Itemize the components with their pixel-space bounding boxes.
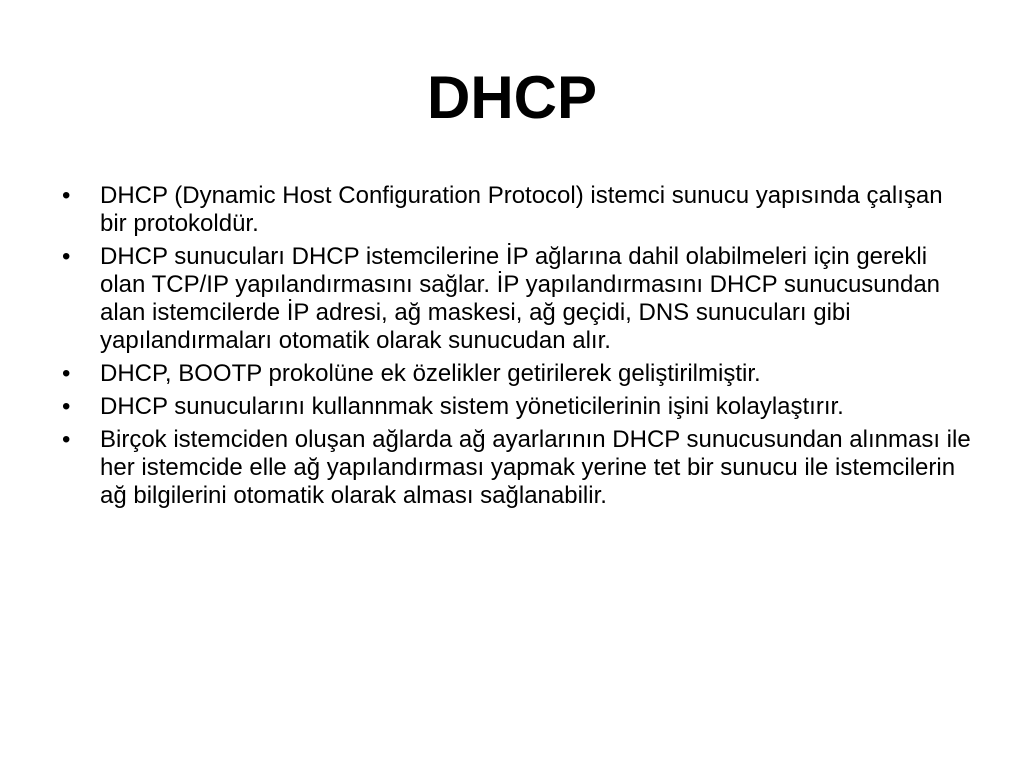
- bullet-list: [62, 182, 972, 515]
- bullet-item: [62, 360, 972, 388]
- bullet-dot: •: [62, 426, 71, 453]
- bullet-text: DHCP, BOOTP prokolüne ek özelikler getirilerek geliştirilmiştir.: [100, 360, 761, 387]
- bullet-item: [62, 393, 972, 421]
- bullet-item: [62, 182, 972, 238]
- bullet-text: DHCP (Dynamic Host Configuration Protocol) istemci sunucu yapısında çalışan bir protokoldür.: [100, 182, 943, 237]
- bullet-item: [62, 243, 972, 355]
- bullet-text: DHCP sunucuları DHCP istemcilerine İP ağlarına dahil olabilmeleri için gerekli olan TCP/IP yapılandırmasını sağlar. İP yapılandırmasını DHCP sunucusundan alan istemcilerde İP adresi, ağ maskesi, ağ geçidi, DNS sunucuları gibi yapılandırmaları otomatik olarak sunucudan alır.: [100, 243, 941, 354]
- bullet-dot: •: [62, 360, 71, 387]
- bullet-dot: •: [62, 243, 71, 270]
- bullet-text: DHCP sunucularını kullannmak sistem yöneticilerinin işini kolaylaştırır.: [100, 393, 844, 420]
- bullet-dot: •: [62, 182, 71, 209]
- bullet-text: Birçok istemciden oluşan ağlarda ağ ayarlarının DHCP sunucusundan alınması ile her istemcide elle ağ yapılandırması yapmak yerine tet bir sunucu ile istemcilerin ağ bilgilerini otomatik olarak alması sağlanabilir.: [100, 426, 971, 509]
- bullet-dot: •: [62, 393, 71, 420]
- slide-title: DHCP: [426, 64, 597, 131]
- bullet-item: [62, 426, 972, 510]
